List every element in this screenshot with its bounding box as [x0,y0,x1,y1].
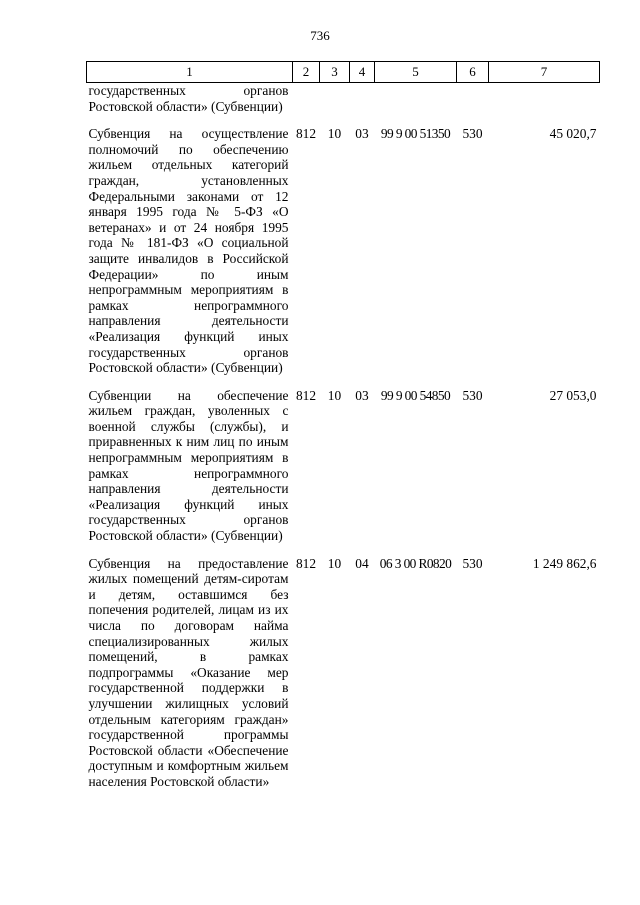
row-ministry: 812 [295,126,317,142]
row-expense-type: 530 [462,126,483,142]
row-ministry: 812 [295,387,317,403]
row-expense-type [457,83,489,115]
row-amount: 45 020,7 [549,126,597,142]
row-subsection: 03 [355,126,369,142]
table-row [87,556,600,790]
row-subsection: 03 [355,387,369,403]
row-section: 10 [327,387,342,403]
table-row [87,83,600,115]
row-target-article: 99 9 00 51350 [380,126,451,142]
table-row [87,126,600,376]
row-section: 10 [327,126,342,142]
row-expense-type: 530 [462,387,483,403]
row-description: Субвенция на предоставление жилых помещений детям-сиротам и детям, оставшимся без попечения родителей, лицам из их числа по договорам найма специализированных жилых помещений, в рамках подпрограммы «Оказание мер государственной поддержки в улучшении жилищных условий отдельным категориям граждан» государственной программы Ростовской области «Обеспечение доступным и комфортным жильем населения Ростовской области» [88,555,289,789]
row-subsection [350,83,375,115]
row-target-article [375,83,457,115]
row-ministry: 812 [295,555,317,571]
table-header-row [87,62,600,83]
row-amount: 1 249 862,6 [532,555,597,571]
budget-table [86,61,600,790]
row-ministry [293,83,320,115]
page-number: 736 [310,28,330,43]
row-description: Субвенция на осуществление полномочий по обеспечению жильем отдельных категорий граждан, установленных Федеральными законами от 12 января 1995 года № 5-ФЗ «О ветеранах» и от 24 ноября 1995 года № 181-ФЗ «О социальной защите инвалидов в Российской Федерации» по иным непрограммным мероприятиям в рамках непрограммного направления деятельности «Реализация функций иных государственных органов Ростовской области» (Субвенции) [88,126,289,376]
row-section: 10 [327,555,342,571]
row-target-article: 06 3 00 R0820 [379,555,452,571]
row-amount [489,83,600,115]
row-description: Субвенции на обеспечение жильем граждан, уволенных с военной службы (службы), и приравненных к ним лиц по иным непрограммным мероприятиям в рамках непрограммного направления деятельности «Реализация функций иных государственных органов Ростовской области» (Субвенции) [88,387,289,544]
row-description: государственных органов Ростовской области» (Субвенции) [88,83,289,114]
column-header-1: 1 [87,62,293,83]
column-header-3: 3 [320,62,350,83]
row-expense-type: 530 [462,555,483,571]
row-amount: 27 053,0 [549,387,597,403]
row-target-article: 99 9 00 54850 [380,387,451,403]
table-row [87,388,600,544]
row-subsection: 04 [355,555,369,571]
row-section [320,83,350,115]
column-header-5: 5 [375,62,457,83]
column-header-4: 4 [350,62,375,83]
column-header-7: 7 [489,62,600,83]
column-header-6: 6 [457,62,489,83]
column-header-2: 2 [293,62,320,83]
